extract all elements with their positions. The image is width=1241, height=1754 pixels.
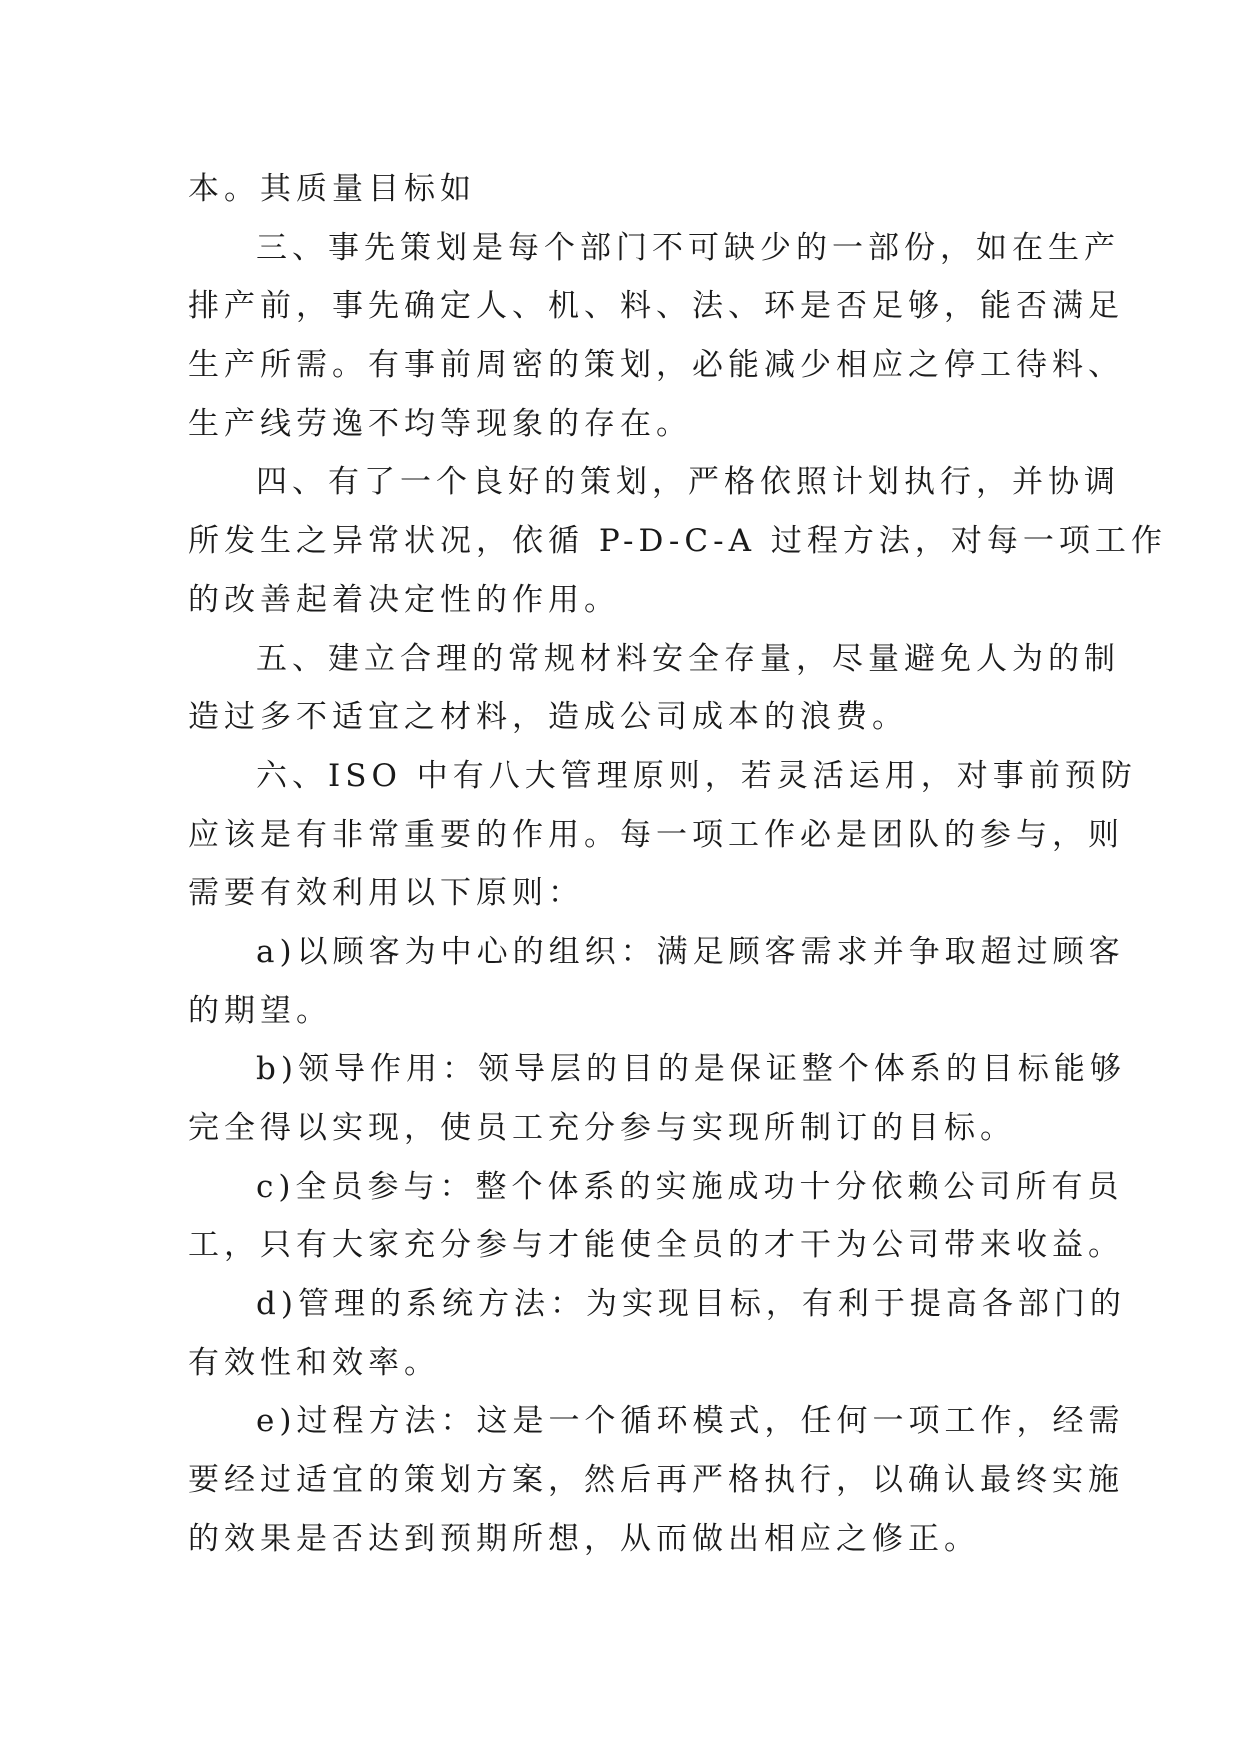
text-line: 有效性和效率。 [188, 1344, 440, 1381]
text-line: 需要有效利用以下原则： [188, 875, 584, 912]
principle-e: e)过程方法：这是一个循环模式，任何一项工作，经需 [256, 1403, 1125, 1440]
document-body [188, 160, 1167, 1569]
text-line: 造过多不适宜之材料，造成公司成本的浪费。 [188, 699, 908, 736]
principle-c: c)全员参与：整个体系的实施成功十分依赖公司所有员 [256, 1168, 1124, 1205]
text-line: 完全得以实现，使员工充分参与实现所制订的目标。 [188, 1110, 1016, 1146]
principle-a: a)以顾客为中心的组织：满足顾客需求并争取超过顾客 [256, 933, 1125, 970]
text-line: 生产所需。有事前周密的策划，必能减少相应之停工待料、 [188, 347, 1124, 384]
paragraph-4-start: 四、有了一个良好的策划，严格依照计划执行，并协调 [256, 464, 1120, 501]
text-line: 所发生之异常状况，依循 P-D-C-A 过程方法，对每一项工作 [188, 523, 1167, 560]
text-line: 要经过适宜的策划方案，然后再严格执行，以确认最终实施 [188, 1462, 1124, 1499]
text-line: 工，只有大家充分参与才能使全员的才干为公司带来收益。 [188, 1227, 1124, 1264]
principle-b: b)领导作用：领导层的目的是保证整个体系的目标能够 [256, 1051, 1126, 1088]
paragraph-5-start: 五、建立合理的常规材料安全存量，尽量避免人为的制 [256, 640, 1120, 677]
paragraph-3-start: 三、事先策划是每个部门不可缺少的一部份，如在生产 [256, 229, 1120, 266]
principle-d: d)管理的系统方法：为实现目标，有利于提高各部门的 [256, 1286, 1126, 1323]
text-line: 排产前，事先确定人、机、料、法、环是否足够，能否满足 [188, 288, 1124, 325]
text-line: 的效果是否达到预期所想，从而做出相应之修正。 [188, 1520, 980, 1557]
text-line: 本。其质量目标如 [188, 171, 476, 207]
text-line: 应该是有非常重要的作用。每一项工作必是团队的参与，则 [188, 816, 1124, 853]
text-line: 的改善起着决定性的作用。 [188, 581, 620, 618]
paragraph-6-start: 六、ISO 中有八大管理原则，若灵活运用，对事前预防 [256, 757, 1137, 794]
text-line: 生产线劳逸不均等现象的存在。 [188, 405, 692, 442]
text-line: 的期望。 [188, 992, 332, 1029]
